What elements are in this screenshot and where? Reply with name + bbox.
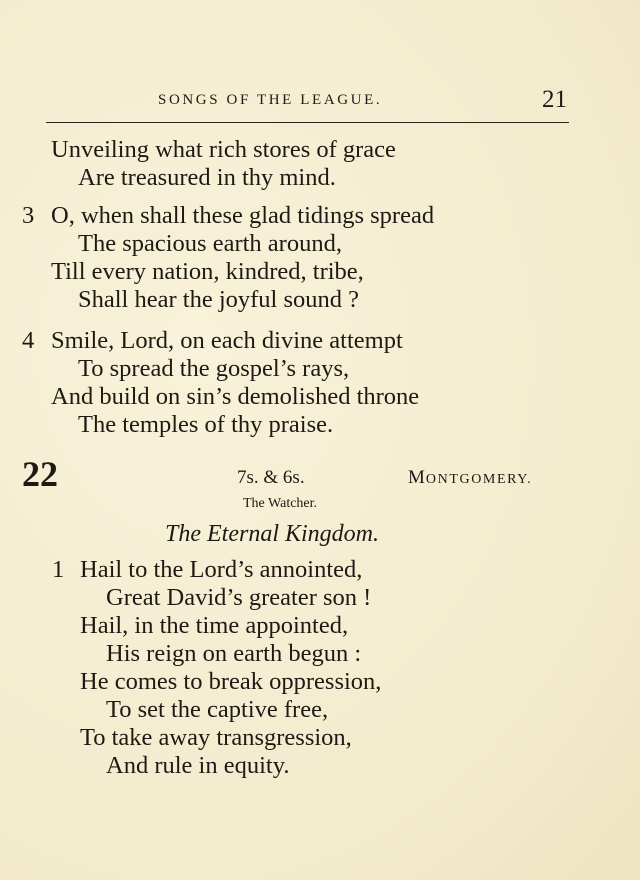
stanza-line: Hail to the Lord’s annointed, — [80, 556, 363, 583]
hymn-number: 22 — [22, 454, 58, 494]
hymn-meter: 7s. & 6s. — [237, 467, 305, 488]
verse-number: 3 — [22, 202, 35, 229]
stanza-line: And rule in equity. — [106, 752, 290, 779]
stanza-line: To set the captive free, — [106, 696, 329, 723]
page-number: 21 — [542, 86, 567, 113]
composer-initial: M — [408, 467, 426, 488]
stanza-line: The spacious earth around, — [78, 230, 342, 257]
verse-number: 4 — [22, 327, 35, 354]
stanza-line: His reign on earth begun : — [106, 640, 362, 667]
running-head — [0, 86, 640, 116]
stanza-line: To take away transgression, — [80, 724, 352, 751]
running-title: SONGS OF THE LEAGUE. — [158, 92, 383, 108]
stanza-line: He comes to break oppression, — [80, 668, 382, 695]
stanza-line: Smile, Lord, on each divine attempt — [51, 327, 403, 354]
stanza-line: Great David’s greater son ! — [106, 584, 372, 611]
hymn-title: The Eternal Kingdom. — [165, 521, 379, 547]
header-rule — [46, 122, 569, 123]
stanza-line: Are treasured in thy mind. — [78, 164, 336, 191]
stanza-line: Shall hear the joyful sound ? — [78, 286, 360, 313]
stanza-line: Till every nation, kindred, tribe, — [51, 258, 364, 285]
stanza-line: Unveiling what rich stores of grace — [51, 136, 396, 163]
composer-rest: ONTGOMERY. — [425, 472, 533, 487]
tune-name: The Watcher. — [243, 496, 318, 511]
stanza-line: O, when shall these glad tidings spread — [51, 202, 435, 229]
stanza-line: To spread the gospel’s rays, — [78, 355, 350, 382]
hymn-composer — [408, 468, 532, 487]
stanza-line: The temples of thy praise. — [78, 411, 334, 438]
stanza-line: Hail, in the time appointed, — [80, 612, 349, 639]
verse-number: 1 — [52, 556, 65, 583]
stanza-line: And build on sin’s demolished throne — [51, 383, 420, 410]
